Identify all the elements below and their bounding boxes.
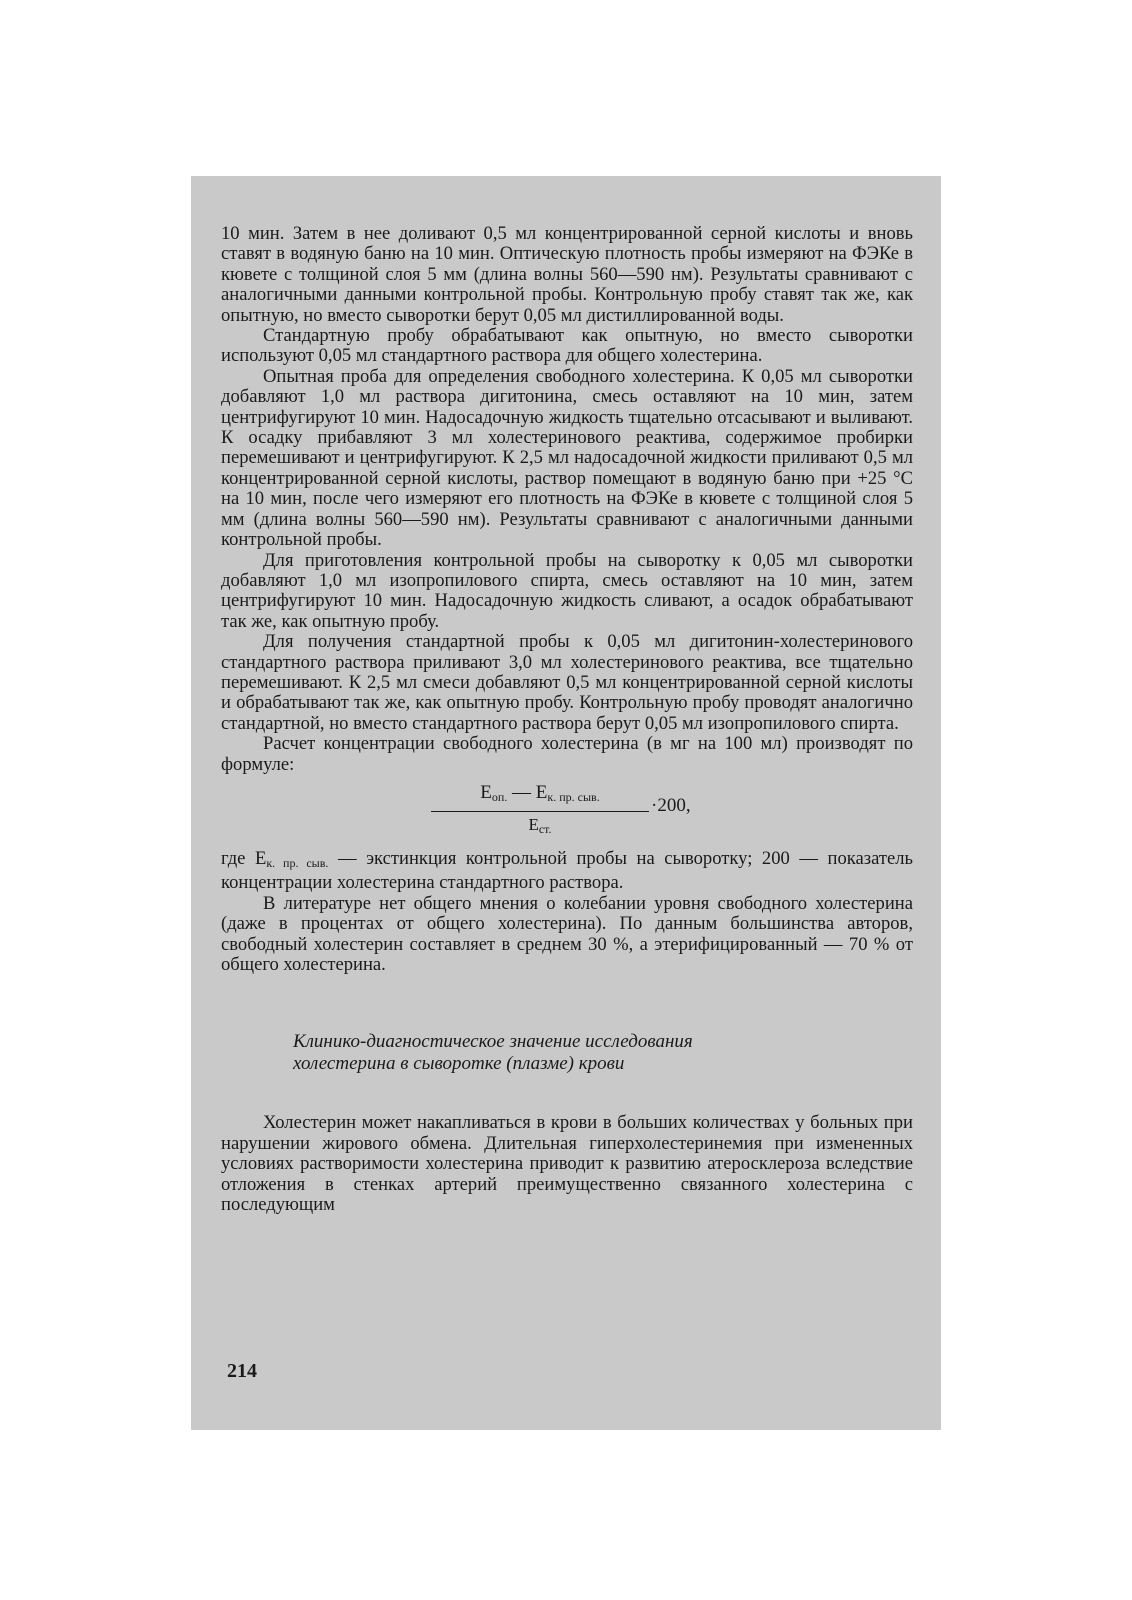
heading-line-2: холестерина в сыворотке (плазме) крови — [293, 1053, 625, 1075]
formula-numerator — [435, 781, 645, 811]
formula-multiplier: ·200, — [651, 794, 691, 816]
paragraph-8: Холестерин может накапливаться в крови в больших количествах у больных при нарушении жирового обмена. Длительная гиперхолестеринемия при измененных условиях растворимости холестерина приводит к развитию атеросклероза вследствие отложения в стенках артерий преимущественно связанного холестерина с последующим — [221, 1112, 913, 1216]
formula-minus: — — [507, 781, 536, 803]
paragraph-5: Для получения стандартной пробы к 0,05 мл дигитонин-холестеринового стандартного раствора приливают 3,0 мл холестеринового реактива, все тщательно перемешивают. К 2,5 мл смеси добавляют 0,5 мл концентрированной серной кислоты и обрабатывают так же, как опытную пробу. Контрольную пробу проводят аналогично стандартной, но вместо стандартного раствора берут 0,05 мл изопропилового спирта. — [221, 631, 913, 734]
formula-e-standard: Е — [528, 814, 539, 834]
formula-e-op: Е — [480, 781, 492, 803]
paragraph-3: Опытная проба для определения свободного холестерина. К 0,05 мл сыворотки добавляют 1,0 мл раствора дигитонина, смесь оставляют на 10 мин, затем центрифугируют 10 мин. Надосадочную жидкость тщательно отсасывают и выливают. К осадку прибавляют 3 мл холестеринового реактива, содержимое пробирки перемешивают и центрифугируют. К 2,5 мл надосадочной жидкости приливают 0,5 мл концентрированной серной кислоты, раствор помещают в водяную баню при +25 °С на 10 мин, после чего измеряют его плотность на ФЭКе в кювете с толщиной слоя 5 мм (длина волны 560—590 нм). Результаты сравнивают с аналогичными данными контрольной пробы. — [221, 365, 913, 551]
paragraph-6: Расчет концентрации свободного холестерина (в мг на 100 мл) производят по формуле: — [221, 733, 913, 775]
where-line — [221, 849, 913, 894]
formula — [221, 779, 913, 843]
page-number: 214 — [227, 1360, 257, 1382]
paragraph-1: 10 мин. Затем в нее доливают 0,5 мл концентрированной серной кислоты и вновь ставят в водяную баню на 10 мин. Оптическую плотность пробы измеряют на ФЭКе в кювете с толщиной слоя 5 мм (длина волны 560—590 нм). Результаты сравнивают с аналогичными данными контрольной пробы. Контрольную пробу ставят так же, как опытную, но вместо сыворотки берут 0,05 мл дистиллированной воды. — [221, 223, 913, 326]
formula-e-control: Е — [535, 781, 548, 803]
where-lead: где Е — [221, 847, 267, 869]
formula-sub-standard: ст. — [538, 821, 552, 836]
where-sub: к. пр. сыв. — [266, 855, 329, 870]
formula-sub-op: оп. — [491, 789, 508, 804]
heading-line-1: Клинико-диагностическое значение исследования — [293, 1031, 693, 1053]
formula-sub-control: к. пр. сыв. — [547, 789, 600, 804]
where-rest: — экстинкция контрольной пробы на сыворотку; 200 — показатель концентрации холестерина стандартного раствора. — [221, 847, 913, 894]
formula-fraction — [435, 781, 645, 842]
formula-denominator — [435, 812, 645, 842]
book-page — [191, 176, 941, 1430]
page-body — [221, 224, 913, 1215]
paragraph-7: В литературе нет общего мнения о колебании уровня свободного холестерина (даже в процентах от общего холестерина). По данным большинства авторов, свободный холестерин составляет в среднем 30 %, а этерифицированный — 70 % от общего холестерина. — [221, 892, 913, 975]
paragraph-2: Стандартную пробу обрабатывают как опытную, но вместо сыворотки используют 0,05 мл стандартного раствора для общего холестерина. — [221, 325, 913, 367]
section-heading — [293, 1031, 913, 1075]
paragraph-4: Для приготовления контрольной пробы на сыворотку к 0,05 мл сыворотки добавляют 1,0 мл изопропилового спирта, смесь оставляют на 10 мин, затем центрифугируют 10 мин. Надосадочную жидкость сливают, а осадок обрабатывают так же, как опытную пробу. — [221, 549, 913, 632]
